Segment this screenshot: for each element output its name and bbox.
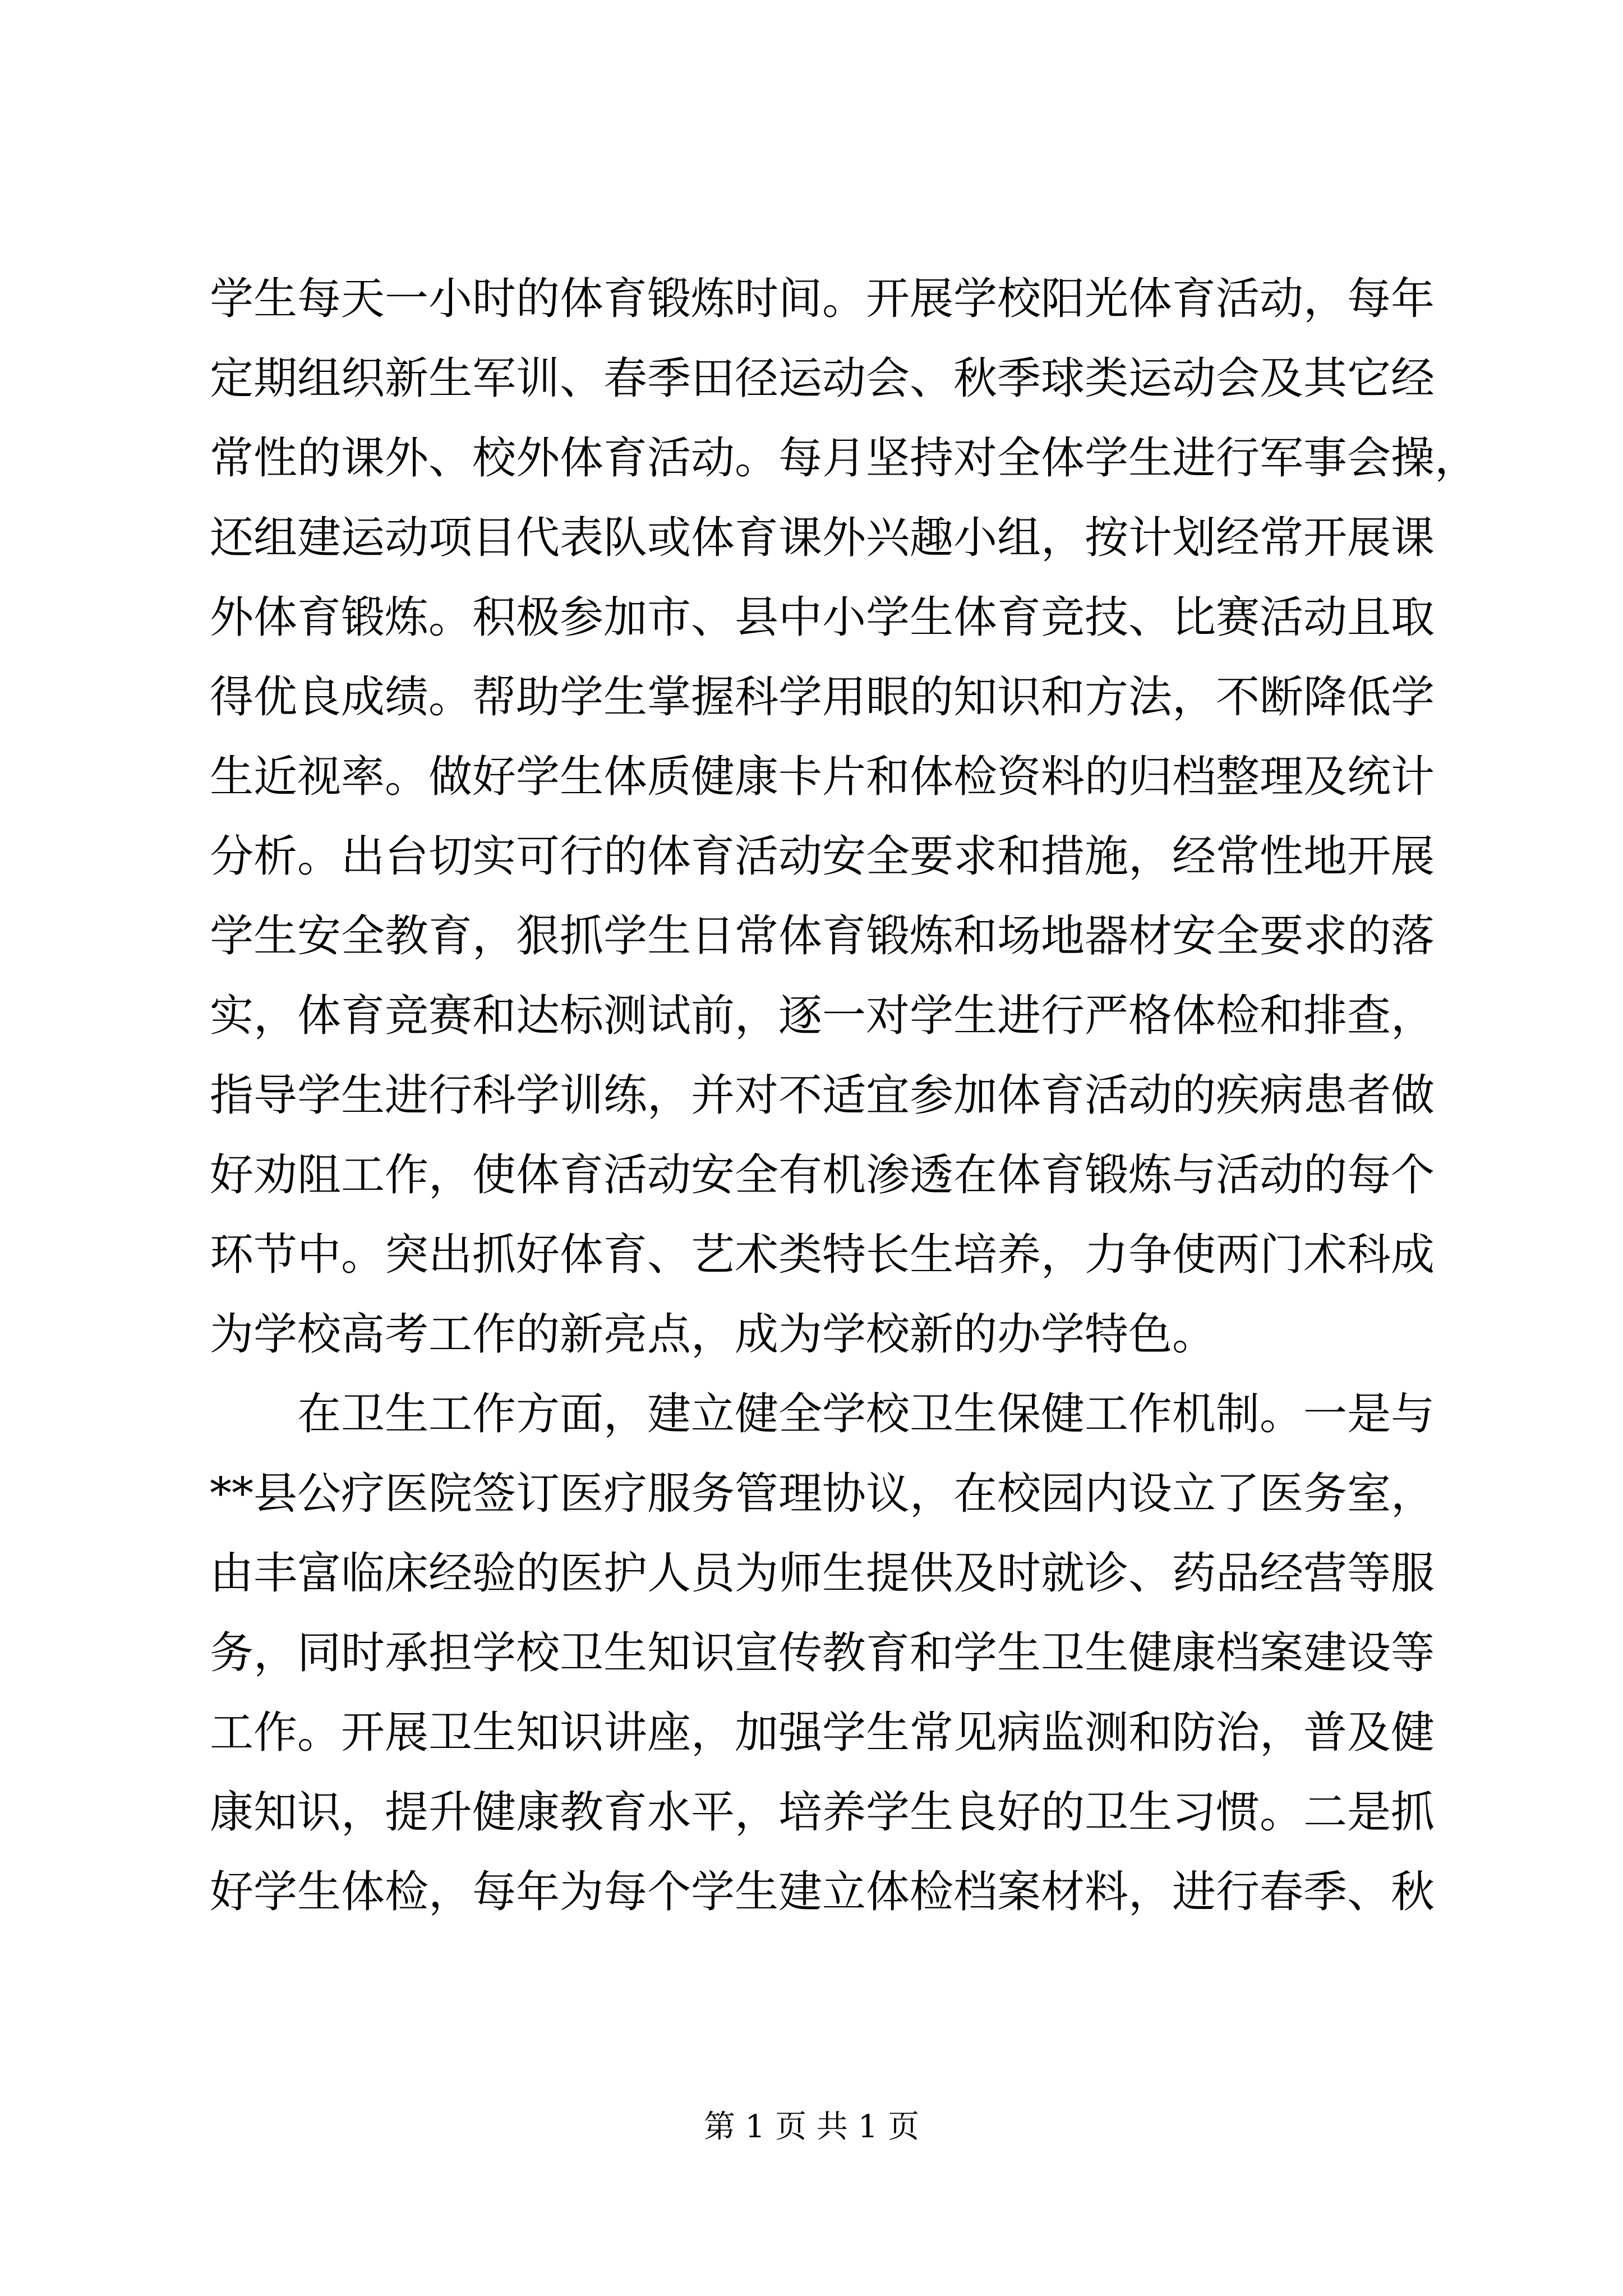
text-line: 康知识，提升健康教育水平，培养学生良好的卫生习惯。二是抓 — [210, 1787, 1435, 1838]
text-line: 为学校高考工作的新亮点，成为学校新的办学特色。 — [210, 1309, 1216, 1360]
text-line: 分析。出台切实可行的体育活动安全要求和措施，经常性地开展 — [210, 831, 1435, 882]
paragraph-health — [210, 1374, 1435, 1932]
page-number-label: 第 1 页 共 1 页 — [703, 2109, 920, 2145]
paragraph-sports — [210, 259, 1479, 1374]
text-line: 好学生体检，每年为每个学生建立体检档案材料，进行春季、秋 — [210, 1867, 1435, 1917]
text-line: 好劝阻工作，使体育活动安全有机渗透在体育锻炼与活动的每个 — [210, 1150, 1435, 1200]
text-line: 在卫生工作方面，建立健全学校卫生保健工作机制。一是与 — [297, 1389, 1435, 1439]
text-line: 得优良成绩。帮助学生掌握科学用眼的知识和方法，不断降低学 — [210, 672, 1435, 723]
text-line: 常性的课外、校外体育活动。每月坚持对全体学生进行军事会操， — [210, 433, 1479, 484]
text-line: 学生安全教育，狠抓学生日常体育锻炼和场地器材安全要求的落 — [210, 911, 1435, 961]
text-line: 由丰富临床经验的医护人员为师生提供及时就诊、药品经营等服 — [210, 1548, 1435, 1599]
document-body — [210, 259, 1479, 1932]
page-footer — [0, 2105, 1623, 2150]
text-line: 生近视率。做好学生体质健康卡片和体检资料的归档整理及统计 — [210, 752, 1435, 802]
text-line: 学生每天一小时的体育锻炼时间。开展学校阳光体育活动，每年 — [210, 274, 1435, 324]
text-line: 指导学生进行科学训练，并对不适宜参加体育活动的疾病患者做 — [210, 1070, 1435, 1121]
text-line: 实，体育竞赛和达标测试前，逐一对学生进行严格体检和排查， — [210, 991, 1435, 1041]
text-line: 工作。开展卫生知识讲座，加强学生常见病监测和防治，普及健 — [210, 1708, 1435, 1758]
text-line: 务，同时承担学校卫生知识宣传教育和学生卫生健康档案建设等 — [210, 1628, 1435, 1678]
text-line: 还组建运动项目代表队或体育课外兴趣小组，按计划经常开展课 — [210, 513, 1435, 563]
text-line: 定期组织新生军训、春季田径运动会、秋季球类运动会及其它经 — [210, 353, 1435, 404]
text-line: 环节中。突出抓好体育、艺术类特长生培养，力争使两门术科成 — [210, 1230, 1435, 1280]
text-line: **县公疗医院签订医疗服务管理协议，在校园内设立了医务室， — [210, 1469, 1435, 1519]
text-line: 外体育锻炼。积极参加市、县中小学生体育竞技、比赛活动且取 — [210, 592, 1435, 643]
